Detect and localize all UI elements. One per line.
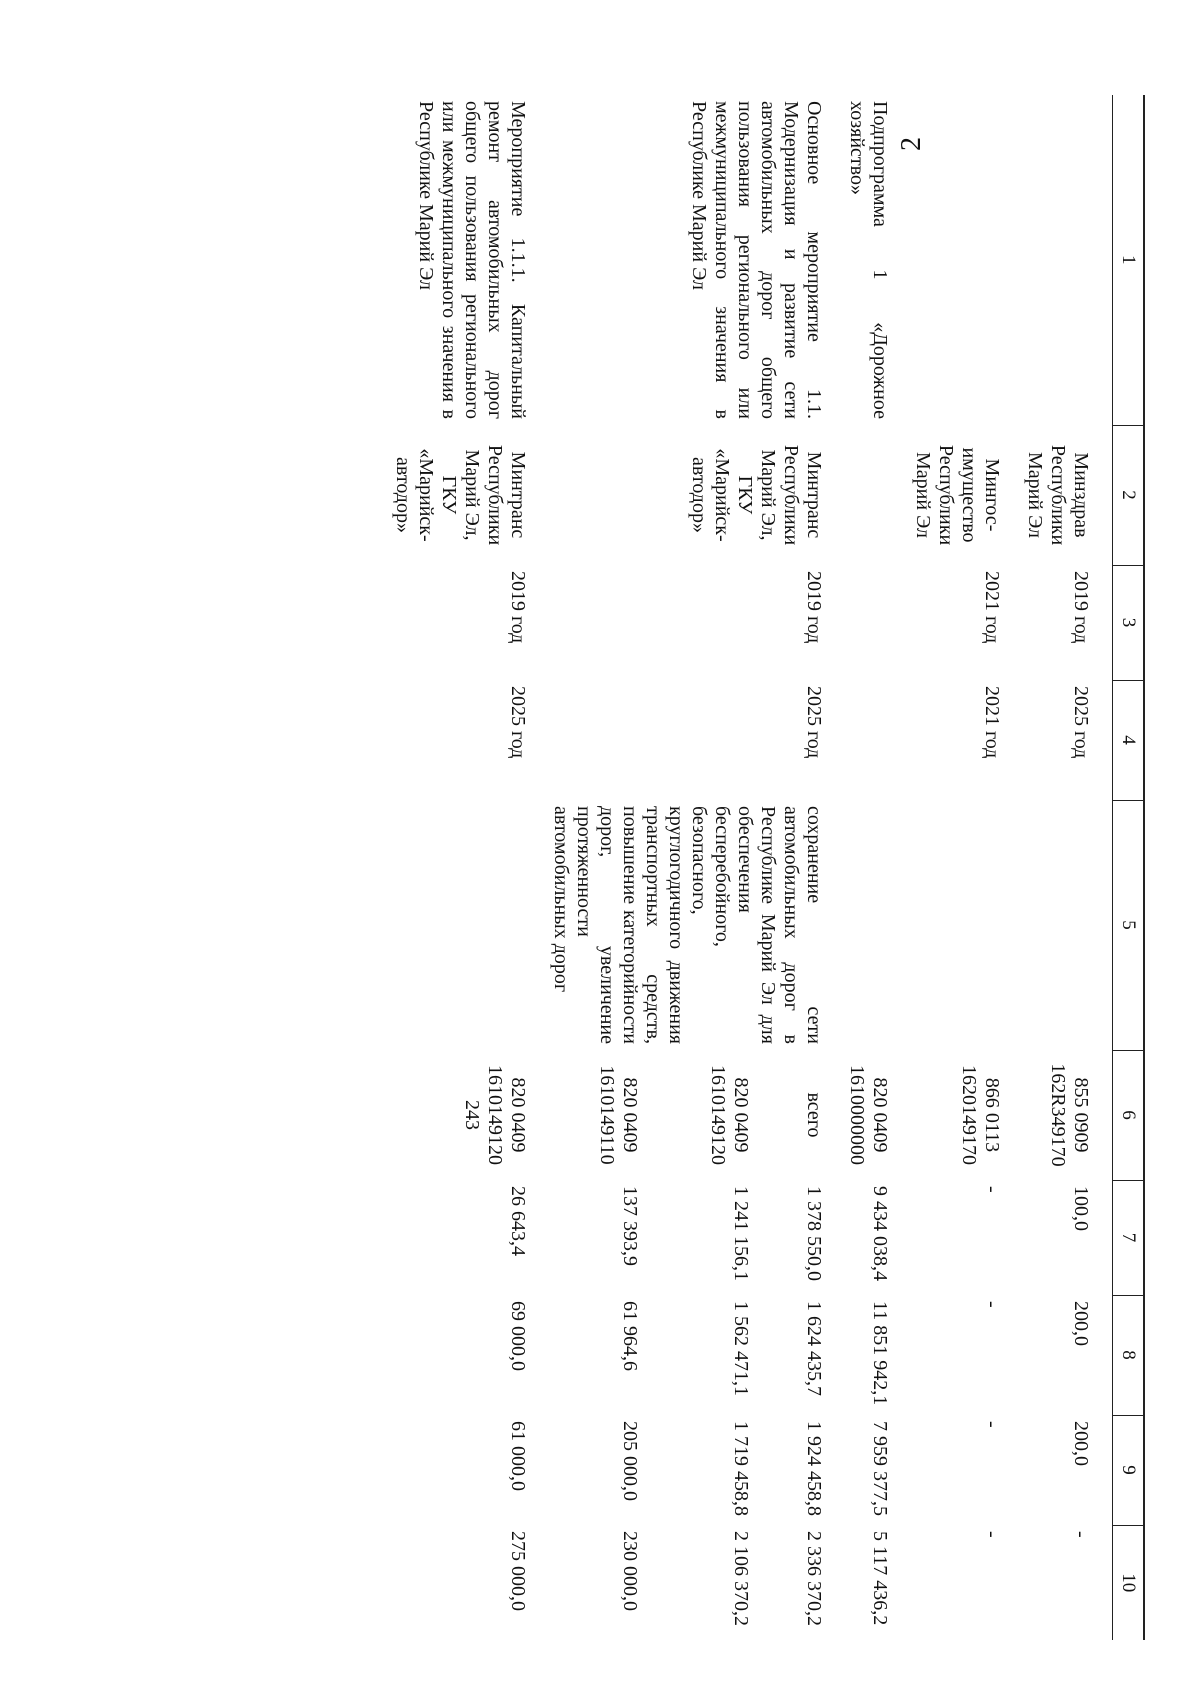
- cell-value-col9: 1 719 458,8: [730, 1421, 753, 1516]
- cell-value-col10: -: [1070, 1531, 1092, 1538]
- table-row: [899, 95, 1011, 1640]
- column-header: 6: [1113, 1050, 1145, 1180]
- column-header: 8: [1113, 1295, 1145, 1415]
- cell-budget-code: 820 0409 1610000000: [846, 1065, 891, 1165]
- cell-value-col7: 1 241 156,1: [730, 1186, 753, 1281]
- cell-value-col7: 9 434 038,4: [869, 1186, 891, 1281]
- cell-expected-result: [833, 800, 899, 1050]
- table-row: [379, 95, 537, 1640]
- cell-value-col8: 1 562 471,1: [730, 1301, 753, 1396]
- cell-value-col9: 61 000,0: [507, 1421, 529, 1491]
- cell-expected-result: сохранение сети автомобильных дорог в Республике Марий Эл для обеспечения бесперебойного, безопасного, круглогодичного движения транспортных средств, повышение категорийности дорог, увеличение протяженности автомобильных дорог: [550, 806, 825, 1044]
- cell-value-col9: 1 924 458,8: [803, 1421, 825, 1516]
- column-header: 1: [1113, 95, 1145, 425]
- cell-value-col9: 200,0: [1070, 1421, 1092, 1466]
- rotated-table-sheet: [210, 95, 1145, 1640]
- cell-value-col8: 200,0: [1070, 1301, 1092, 1346]
- cell-value-col9: -: [981, 1421, 1003, 1428]
- cell-value-col9: 205 000,0: [618, 1421, 641, 1501]
- cell-end-year: 2025 год: [803, 686, 825, 759]
- cell-value-col10: 2 336 370,2: [803, 1531, 825, 1626]
- cell-start-year: 2021 год: [981, 571, 1003, 644]
- cell-budget-code: 820 0409 1610149120 243: [461, 1065, 529, 1165]
- table-row: [833, 95, 899, 1640]
- cell-executor: Минздрав Республики Марий Эл: [1024, 444, 1092, 546]
- column-number-row: [1113, 95, 1145, 1640]
- cell-start-year: 2019 год: [803, 571, 825, 644]
- cell-executor: [833, 425, 899, 565]
- cell-expected-result: [1011, 800, 1113, 1050]
- page-number: 2: [896, 137, 927, 151]
- cell-value-col7: 1 378 550,0: [803, 1186, 825, 1281]
- cell-budget-code: 855 0909 162R349170: [1047, 1063, 1092, 1167]
- cell-value-col10: -: [981, 1531, 1003, 1538]
- cell-value-col8: -: [981, 1301, 1003, 1308]
- cell-value-col7: -: [981, 1186, 1003, 1193]
- cell-value-col8: 69 000,0: [507, 1301, 529, 1371]
- cell-value-col8: 1 624 435,7: [803, 1301, 825, 1396]
- cell-value-col10: 2 106 370,2: [730, 1531, 753, 1626]
- cell-end-year: 2025 год: [1070, 686, 1092, 759]
- cell-value-col10: 275 000,0: [507, 1531, 529, 1611]
- column-header: 4: [1113, 680, 1145, 800]
- cell-executor: Мингос-имущество Республики Марий Эл: [912, 444, 1003, 546]
- column-header: 9: [1113, 1415, 1145, 1525]
- cell-program-name: Подпрограмма 1 «Дорожное хозяйство»: [846, 101, 891, 419]
- cell-expected-result: [379, 800, 537, 1050]
- cell-expected-result: [899, 800, 1011, 1050]
- cell-start-year: 2019 год: [507, 571, 529, 644]
- cell-executor: Минтранс Республики Марий Эл, ГКУ «Марийск-автодор»: [688, 444, 825, 546]
- cell-end-year: 2021 год: [981, 686, 1003, 759]
- cell-program-name: Основное мероприятие 1.1. Модернизация и развитие сети автомобильных дорог общего пользования регионального или межмуниципального значения в Республике Марий Эл: [688, 101, 825, 419]
- cell-value-col10: 230 000,0: [618, 1531, 641, 1611]
- cell-end-year: 2025 год: [507, 686, 529, 759]
- cell-budget-code: 820 0409 1610149120: [707, 1065, 753, 1165]
- cell-program-name: Мероприятие 1.1.1. Капитальный ремонт автомобильных дорог общего пользования регионального или межмуниципального значения в Республике Марий Эл: [415, 101, 529, 419]
- cell-value-col9: 7 959 377,5: [869, 1421, 891, 1516]
- cell-value-col7: 26 643,4: [507, 1186, 529, 1256]
- program-funding-table: [379, 95, 1145, 1640]
- cell-value-col7: 100,0: [1070, 1186, 1092, 1231]
- cell-value-col10: 5 117 436,2: [869, 1531, 891, 1626]
- column-header: 2: [1113, 425, 1145, 565]
- cell-program-name: [899, 95, 1011, 425]
- column-header: 7: [1113, 1180, 1145, 1295]
- cell-budget-code: 866 0113 1620149170: [958, 1065, 1003, 1165]
- column-header: 3: [1113, 565, 1145, 680]
- table-row: [760, 95, 833, 1640]
- cell-executor: Минтранс Республики Марий Эл, ГКУ «Марийск-автодор»: [392, 444, 529, 546]
- cell-budget-code: 820 0409 1610149110: [595, 1065, 641, 1165]
- cell-value-col7: 137 393,9: [618, 1186, 641, 1266]
- cell-start-year: [833, 565, 899, 680]
- column-header: 10: [1113, 1525, 1145, 1640]
- cell-program-name: [1011, 95, 1113, 425]
- cell-start-year: 2019 год: [1070, 571, 1092, 644]
- cell-value-col8: 61 964,6: [618, 1301, 641, 1371]
- cell-end-year: [833, 680, 899, 800]
- column-header: 5: [1113, 800, 1145, 1050]
- cell-budget-code: всего: [803, 1092, 825, 1138]
- cell-value-col8: 11 851 942,1: [869, 1301, 891, 1406]
- table-row: [1011, 95, 1113, 1640]
